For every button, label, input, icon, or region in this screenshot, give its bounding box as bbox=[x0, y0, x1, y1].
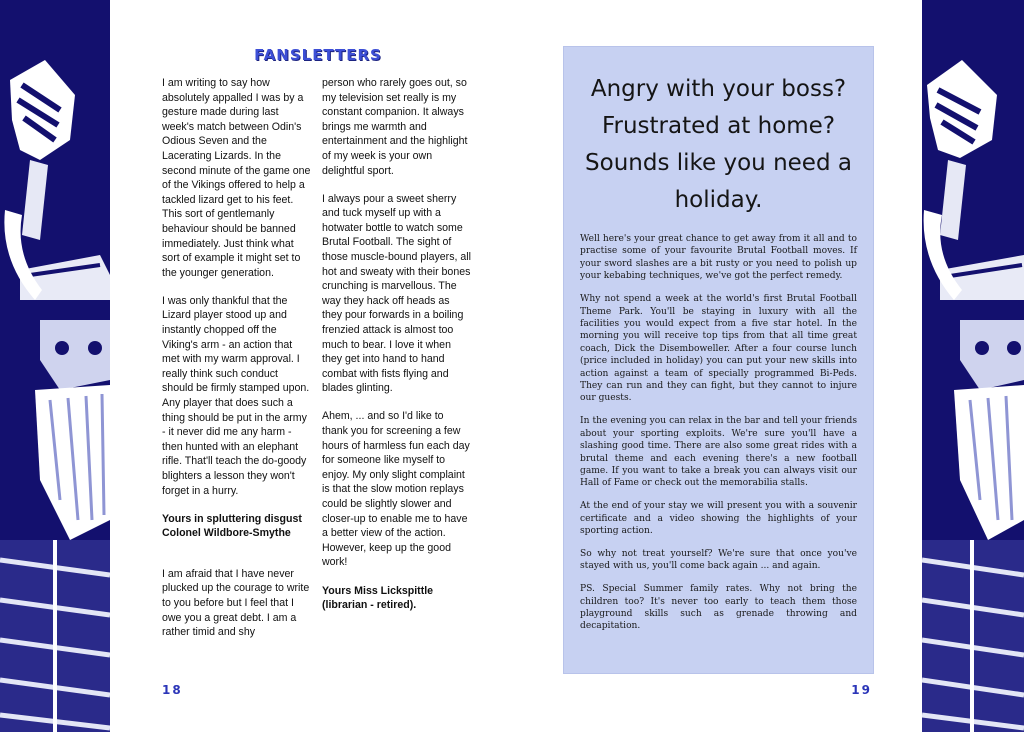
advert-paragraph: Why not spend a week at the world's first Brutal Football Theme Park. You'll be staying in luxury with all the facilities you would expect from a five star hotel. In the morning you will receive top tips from that all time great coach, Dick the Disemboweller. After a four course lunch (price included in holiday) you can put your new skills into action against a team of specially programmed Bi-Peds. They can run and they can fight, but they cannot to injure our guests. bbox=[580, 294, 857, 404]
advert-paragraph: So why not treat yourself? We're sure that once you've stayed with us, you'll come back again ... and again. bbox=[580, 548, 857, 572]
advert-headline: Angry with your boss? Frustrated at home? Sounds like you need a holiday. bbox=[585, 76, 852, 213]
letter-paragraph: I am writing to say how absolutely appalled I was by a gesture made during last week's match between Odin's Odious Seven and the Lacerating Lizards. In the second minute of the game one of the Vikings offered to help a tackled lizard get to his feet. This sort of gentlemanly behaviour should be banned immediately. Just think what sort of example it might set to the younger generation. bbox=[162, 77, 311, 279]
letter-signature: Yours Miss Lickspittle (librarian - retired). bbox=[322, 584, 434, 612]
advert-paragraph: PS. Special Summer family rates. Why not bring the children too? It's never too early to teach them those playground skills such as grenade throwing and decapitation. bbox=[580, 584, 857, 632]
advert-paragraph: At the end of your stay we will present you with a souvenir certificate and a video showing the highlights of your sporting action. bbox=[580, 501, 857, 537]
letters-column-2 bbox=[322, 76, 472, 617]
letter-signature: Yours in spluttering disgust Colonel Wildbore-Smythe bbox=[162, 512, 302, 540]
letter-paragraph: person who rarely goes out, so my television set really is my constant companion. It always brings me warmth and entertainment and the highlight of my week is your own delightful sport. bbox=[322, 77, 468, 177]
advert-paragraph: Well here's your great chance to get away from it all and to practise some of your favourite Brutal Football moves. If your sword slashes are a bit rusty or you need to polish up your kebabing techniques, we've got the perfect remedy. bbox=[580, 234, 857, 282]
letter-paragraph: Ahem, ... and so I'd like to thank you for screening a few hours of harmless fun each day for someone like myself to enjoy. My only slight complaint is that the slow motion replays could be slightly slower and closer-up to enable me to have a better view of the action. However, keep up the good work! bbox=[322, 410, 470, 569]
letter-paragraph: I was only thankful that the Lizard player stood up and instantly chopped off the Viking's arm - an action that met with my warm approval. I really think such conduct should be firmly stamped upon. Any player that does such a thing should be put in the army - it never did me any harm - then hunted with an elephant rifle. That'll teach the do-goody blighters a lesson they won't forget in a hurry. bbox=[162, 294, 310, 497]
page-number-right: 19 bbox=[851, 683, 872, 697]
holiday-advert-box bbox=[563, 46, 874, 674]
advert-body bbox=[580, 233, 857, 633]
letters-column-1 bbox=[162, 76, 312, 653]
left-page bbox=[110, 0, 510, 732]
advert-paragraph: In the evening you can relax in the bar and tell your friends about your sporting exploits. We're sure you'll have a slashing good time. There are also some great rides with a brutal theme and each evening there's a new football game. If you want to take a break you can always visit our Hall of Fame or check out the memorabilia stalls. bbox=[580, 416, 857, 489]
letter-paragraph: I always pour a sweet sherry and tuck myself up with a hotwater bottle to watch some Brutal Football. The sight of those muscle-bound players, all hot and sweaty with their bones crunching is marvellous. The way they hack off heads as they pour forwards in a boiling frenzied attack is almost too much to bear. I love it when they get into hand to hand combat with fists flying and blades glinting. bbox=[322, 192, 471, 395]
page-number-left: 18 bbox=[162, 683, 183, 697]
letter-paragraph: I am afraid that I have never plucked up the courage to write to you before but I feel that I owe you a great debt. I am a rather timid and shy bbox=[162, 567, 310, 639]
viking-illustration-left bbox=[0, 0, 110, 732]
section-title: FANSLETTERS bbox=[254, 46, 382, 64]
right-page bbox=[510, 0, 922, 732]
viking-illustration-right bbox=[922, 0, 1024, 732]
